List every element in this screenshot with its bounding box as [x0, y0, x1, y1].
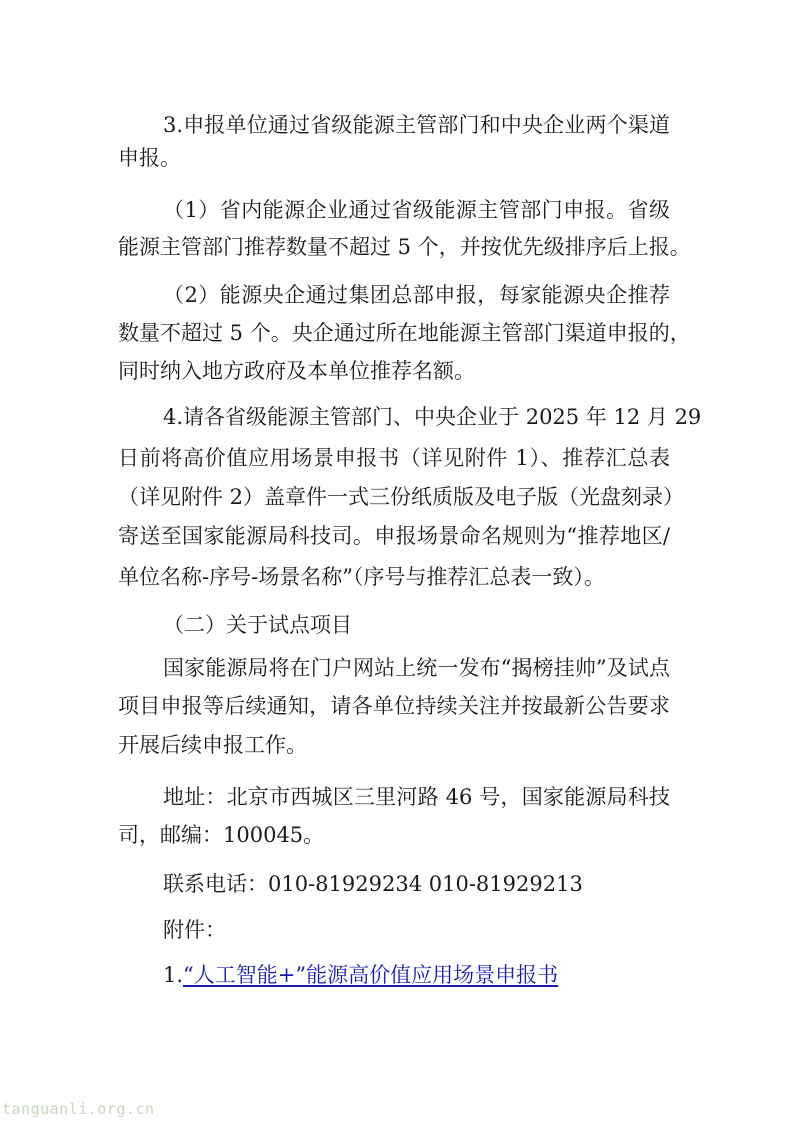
attachment-1-number: 1.	[163, 963, 184, 987]
paragraph-4-line-3: （详见附件 2）盖章件一式三份纸质版及电子版（光盘刻录）	[118, 485, 685, 509]
attachment-1-link[interactable]: “人工智能+”能源高价值应用场景申报书	[183, 963, 559, 987]
paragraph-3-2-line-2: 数量不超过 5 个。央企通过所在地能源主管部门渠道申报的，	[118, 321, 691, 345]
attachments-label: 附件：	[163, 918, 226, 942]
paragraph-3-1-line-2: 能源主管部门推荐数量不超过 5 个，并按优先级排序后上报。	[118, 235, 691, 259]
section-heading-pilot-projects: （二）关于试点项目	[163, 613, 352, 637]
paragraph-3-line-2: 申报。	[118, 146, 181, 170]
watermark: tanguanli.org.cn	[2, 1100, 155, 1118]
address-line-1: 地址：北京市西城区三里河路 46 号，国家能源局科技	[163, 785, 670, 809]
contact-phone: 联系电话：010-81929234 010-81929213	[163, 872, 583, 896]
paragraph-4-line-2: 日前将高价值应用场景申报书（详见附件 1）、推荐汇总表	[118, 446, 670, 470]
pilot-paragraph-line-3: 开展后续申报工作。	[118, 733, 307, 757]
paragraph-3-2-line-1: （2）能源央企通过集团总部申报，每家能源央企推荐	[163, 283, 670, 307]
paragraph-4-line-4: 寄送至国家能源局科技司。申报场景命名规则为“推荐地区/	[118, 524, 670, 548]
address-line-2: 司，邮编：100045。	[118, 823, 325, 847]
paragraph-3-2-line-3: 同时纳入地方政府及本单位推荐名额。	[118, 359, 475, 383]
paragraph-3-1-line-1: （1）省内能源企业通过省级能源主管部门申报。省级	[163, 198, 670, 222]
pilot-paragraph-line-1: 国家能源局将在门户网站上统一发布“揭榜挂帅”及试点	[163, 656, 670, 680]
paragraph-4-line-5: 单位名称-序号-场景名称”（序号与推荐汇总表一致）。	[118, 565, 605, 589]
paragraph-3-line-1: 3.申报单位通过省级能源主管部门和中央企业两个渠道	[163, 113, 670, 137]
paragraph-4-line-1: 4.请各省级能源主管部门、中央企业于 2025 年 12 月 29	[163, 405, 702, 429]
attachment-1	[163, 960, 670, 990]
pilot-paragraph-line-2: 项目申报等后续通知，请各单位持续关注并按最新公告要求	[118, 694, 670, 718]
